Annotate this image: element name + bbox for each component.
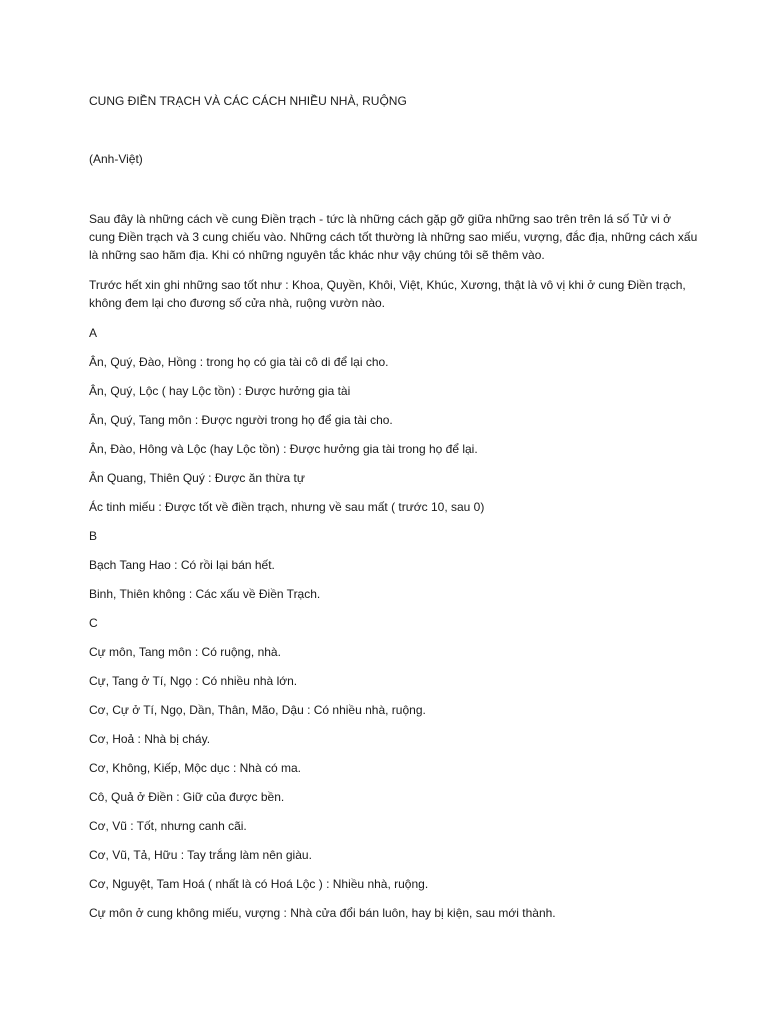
section-letter-b: B (89, 529, 98, 543)
list-item: Ân, Quý, Lộc ( hay Lộc tồn) : Được hưởng gia tài (89, 384, 351, 398)
section-letter-c: C (89, 616, 98, 630)
list-item: Cơ, Nguyệt, Tam Hoá ( nhất là có Hoá Lộc ) : Nhiều nhà, ruộng. (89, 877, 429, 891)
document-subtitle: (Anh-Việt) (89, 152, 143, 166)
list-item: Cự môn, Tang môn : Có ruộng, nhà. (89, 645, 281, 659)
list-item: Cơ, Hoả : Nhà bị cháy. (89, 732, 211, 746)
list-item: Cơ, Vũ : Tốt, nhưng canh cãi. (89, 819, 247, 833)
list-item: Cô, Quả ở Điền : Giữ của được bền. (89, 790, 285, 804)
section-letter-a: A (89, 326, 98, 340)
entry-list (89, 326, 709, 935)
list-item: Ân, Đào, Hông và Lộc (hay Lộc tồn) : Được hưởng gia tài trong họ để lại. (89, 442, 478, 456)
document-title: CUNG ĐIỀN TRẠCH VÀ CÁC CÁCH NHIỀU NHÀ, RUỘNG (89, 94, 407, 108)
list-item: Ân, Quý, Tang môn : Được người trong họ để gia tài cho. (89, 413, 393, 427)
list-item: Cự, Tang ở Tí, Ngọ : Có nhiều nhà lớn. (89, 674, 298, 688)
list-item: Cơ, Không, Kiếp, Mộc dục : Nhà có ma. (89, 761, 301, 775)
list-item: Ân, Quý, Đào, Hồng : trong họ có gia tài cô di để lại cho. (89, 355, 389, 369)
list-item: Cự môn ở cung không miếu, vượng : Nhà cửa đổi bán luôn, hay bị kiện, sau mới thành. (89, 906, 556, 920)
intro-paragraph-2: Trước hết xin ghi những sao tốt như : Khoa, Quyền, Khôi, Việt, Khúc, Xương, thật là vô vị khi ở cung Điền trạch, không đem lại cho đương số cửa nhà, ruộng vườn nào. (89, 278, 686, 310)
intro-paragraph: Sau đây là những cách về cung Điền trạch - tức là những cách gặp gỡ giữa những sao trên trên lá số Tử vi ở cung Điền trạch và 3 cung chiếu vào. Những cách tốt thường là những sao miếu, vượng, đắc địa, những cách xấu là những sao hãm địa. Khi có những nguyên tắc khác như vậy chúng tôi sẽ thêm vào. (89, 212, 698, 262)
list-item: Binh, Thiên không : Các xấu về Điền Trạch. (89, 587, 321, 601)
list-item: Cơ, Vũ, Tả, Hữu : Tay trắng làm nên giàu. (89, 848, 312, 862)
list-item: Cơ, Cự ở Tí, Ngọ, Dần, Thân, Mão, Dậu : Có nhiều nhà, ruộng. (89, 703, 426, 717)
list-item: Bạch Tang Hao : Có rồi lại bán hết. (89, 558, 275, 572)
list-item: Ân Quang, Thiên Quý : Được ăn thừa tự (89, 471, 305, 485)
list-item: Ác tinh miếu : Được tốt về điền trạch, nhưng về sau mất ( trước 10, sau 0) (89, 500, 485, 514)
